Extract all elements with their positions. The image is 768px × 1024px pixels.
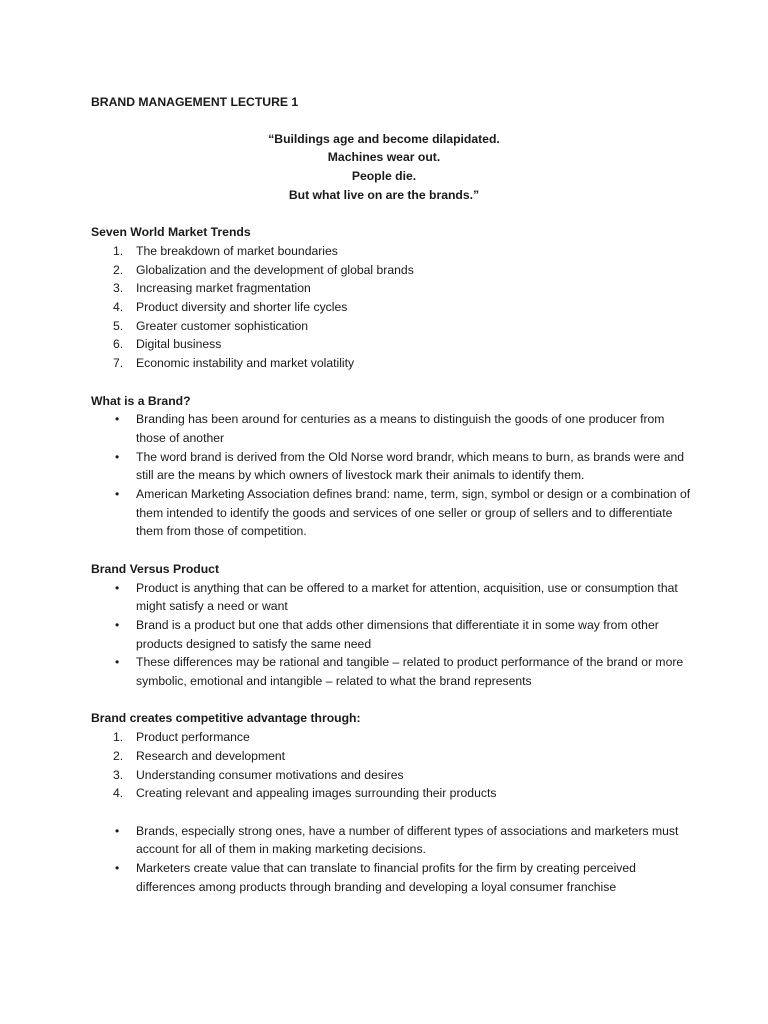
section-competitive-advantage	[91, 709, 691, 896]
bullet-icon: •	[115, 655, 120, 670]
list-item	[91, 747, 691, 766]
numbered-list	[91, 242, 691, 373]
list-item-text: The word brand is derived from the Old Norse word brandr, which means to burn, as brands were and still are the means by which owners of livestock mark their animals to identify them.	[136, 449, 685, 483]
bullet-icon: •	[115, 449, 120, 464]
list-number: 5.	[113, 318, 124, 333]
list-item	[91, 579, 691, 616]
list-item-text: Branding has been around for centuries as a means to distinguish the goods of one producer from those of another	[136, 412, 665, 445]
list-item	[91, 859, 691, 896]
bullet-icon: •	[115, 861, 120, 876]
bullet-list	[91, 822, 691, 897]
list-number: 3.	[113, 767, 124, 782]
list-item	[91, 448, 691, 485]
section-brand-vs-product	[91, 560, 691, 691]
numbered-list	[91, 728, 691, 803]
list-item	[91, 279, 691, 298]
list-number: 2.	[113, 748, 124, 763]
list-item	[91, 784, 691, 803]
list-number: 1.	[113, 730, 124, 745]
list-number: 6.	[113, 337, 124, 352]
list-number: 7.	[113, 356, 124, 371]
list-item	[91, 261, 691, 280]
quote-line: “Buildings age and become dilapidated.	[268, 131, 500, 146]
list-item	[91, 485, 691, 541]
opening-quote	[91, 130, 677, 205]
list-item-text: Marketers create value that can translate to financial profits for the firm by creating perceived differences among products through branding and developing a loyal consumer franchise	[136, 861, 636, 894]
list-item	[91, 410, 691, 447]
list-item	[91, 354, 691, 373]
list-number: 2.	[113, 262, 124, 277]
list-item-text: Economic instability and market volatility	[136, 356, 355, 371]
quote-line: But what live on are the brands.”	[288, 187, 480, 202]
list-item-text: Brand is a product but one that adds other dimensions that differentiate it in some way from other products designed to satisfy the same need	[136, 617, 659, 651]
list-item	[91, 298, 691, 317]
bullet-icon: •	[115, 823, 120, 838]
quote-line: People die.	[351, 169, 417, 184]
list-item-text: Understanding consumer motivations and desires	[136, 767, 404, 782]
list-item	[91, 766, 691, 785]
bullet-icon: •	[115, 412, 120, 427]
list-item-text: Product is anything that can be offered to a market for attention, acquisition, use or consumption that might satisfy a need or want	[136, 580, 678, 614]
list-item-text: Globalization and the development of global brands	[136, 262, 414, 277]
bullet-icon: •	[115, 617, 120, 632]
bullet-list	[91, 579, 691, 691]
list-number: 3.	[113, 281, 124, 296]
list-item-text: Brands, especially strong ones, have a number of different types of associations and marketers must account for all of them in making marketing decisions.	[136, 823, 679, 857]
document-content	[91, 93, 691, 915]
section-market-trends	[91, 223, 691, 373]
list-number: 4.	[113, 786, 124, 801]
bullet-icon: •	[115, 580, 120, 595]
list-item	[91, 242, 691, 261]
list-item-text: Research and development	[136, 748, 286, 763]
list-item-text: Product performance	[136, 730, 250, 745]
list-item	[91, 317, 691, 336]
list-item-text: Product diversity and shorter life cycles	[136, 300, 348, 315]
list-item	[91, 616, 691, 653]
list-item-text: These differences may be rational and tangible – related to product performance of the brand or more symbolic, emotional and intangible – related to what the brand represents	[136, 655, 684, 689]
list-item	[91, 822, 691, 859]
section-heading: What is a Brand?	[91, 393, 191, 408]
list-number: 4.	[113, 300, 124, 315]
section-heading: Seven World Market Trends	[91, 225, 251, 240]
list-item-text: Increasing market fragmentation	[136, 281, 311, 296]
document-title: BRAND MANAGEMENT LECTURE 1	[91, 95, 299, 109]
list-item	[91, 728, 691, 747]
section-what-is-brand	[91, 392, 691, 542]
bullet-list	[91, 410, 691, 541]
list-item-text: Digital business	[136, 337, 222, 352]
spacer	[91, 803, 691, 822]
list-item-text: Greater customer sophistication	[136, 318, 309, 333]
quote-line: Machines wear out.	[327, 150, 441, 165]
list-item	[91, 335, 691, 354]
section-heading: Brand creates competitive advantage through:	[91, 711, 361, 726]
list-item-text: American Marketing Association defines brand: name, term, sign, symbol or design or a combination of them intended to identify the goods and services of one seller or group of sellers and to differentiate them from those of competition.	[136, 487, 691, 539]
list-item-text: The breakdown of market boundaries	[136, 243, 338, 258]
list-item-text: Creating relevant and appealing images surrounding their products	[136, 786, 497, 801]
list-item	[91, 653, 691, 690]
bullet-icon: •	[115, 487, 120, 502]
list-number: 1.	[113, 243, 124, 258]
section-heading: Brand Versus Product	[91, 561, 220, 576]
